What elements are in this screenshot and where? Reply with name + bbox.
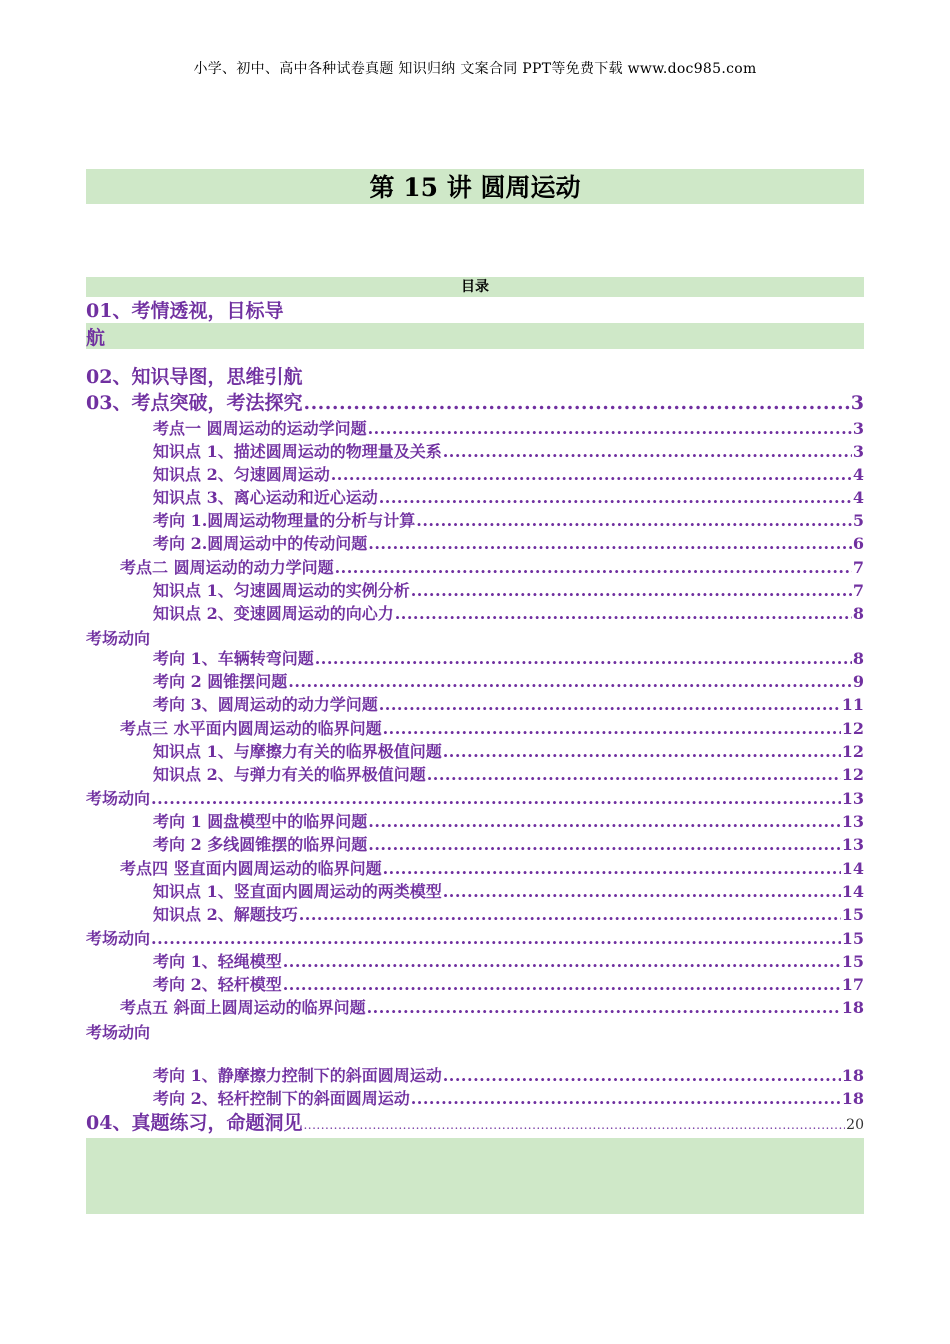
toc-entry-page: 8 — [852, 649, 864, 668]
toc-leader — [395, 603, 852, 625]
page-header: 小学、初中、高中各种试卷真题 知识归纳 文案合同 PPT等免费下载 www.doc985.com — [193, 61, 757, 77]
toc-entry-label: 知识点 2、解题技巧 — [153, 905, 298, 924]
toc-entry[interactable] — [153, 811, 864, 833]
toc-heading: 目录 — [86, 277, 864, 297]
toc-leader — [411, 1088, 841, 1110]
toc-leader — [315, 648, 852, 670]
toc-entry-page: 4 — [852, 465, 864, 484]
toc-entry-page: 14 — [841, 882, 864, 901]
toc-leader — [283, 951, 841, 973]
toc-entry[interactable] — [120, 997, 864, 1019]
toc-entry[interactable] — [153, 1088, 864, 1110]
toc-leader — [368, 834, 840, 856]
toc-entry-page: 5 — [852, 511, 864, 530]
toc-entry-label: 考点二 圆周运动的动力学问题 — [120, 558, 334, 577]
toc-entry[interactable] — [86, 392, 864, 414]
toc-entry-label: 考场动向 — [86, 929, 151, 948]
toc-entry-page: 7 — [852, 581, 864, 600]
toc-entry[interactable] — [153, 764, 864, 786]
toc-entry[interactable] — [153, 741, 864, 763]
toc-entry-page: 15 — [841, 905, 864, 924]
toc-leader — [443, 881, 841, 903]
toc-entry[interactable] — [153, 603, 864, 625]
toc-group-label[interactable]: 考场动向 — [86, 1023, 151, 1042]
toc-entry[interactable] — [120, 557, 864, 579]
toc-entry-page: 3 — [852, 419, 864, 438]
toc-entry-page: 14 — [841, 859, 864, 878]
toc-entry-label: 知识点 1、竖直面内圆周运动的两类模型 — [153, 882, 442, 901]
toc-leader — [288, 671, 852, 693]
toc-entry-page: 20 — [846, 1117, 864, 1133]
toc-leader — [368, 811, 840, 833]
toc-entry[interactable] — [153, 487, 864, 509]
toc-entry-page: 12 — [841, 765, 864, 784]
toc-entry-label: 考向 1 圆盘模型中的临界问题 — [153, 812, 368, 831]
toc-entry[interactable] — [153, 974, 864, 996]
toc-entry[interactable] — [153, 580, 864, 602]
toc-entry[interactable] — [120, 718, 864, 740]
toc-entry-page: 15 — [841, 952, 864, 971]
toc-entry-page: 13 — [841, 835, 864, 854]
toc-entry-label: 考向 2、轻杆模型 — [153, 975, 282, 994]
toc-entry-label: 考向 3、圆周运动的动力学问题 — [153, 695, 378, 714]
section-02[interactable]: 02、知识导图，思维引航 — [86, 366, 303, 388]
toc-leader — [331, 464, 852, 486]
toc-entry-page: 4 — [852, 488, 864, 507]
toc-entry-label: 考向 1、车辆转弯问题 — [153, 649, 314, 668]
toc-entry-label: 知识点 2、与弹力有关的临界极值问题 — [153, 765, 426, 784]
toc-entry[interactable] — [86, 1112, 864, 1136]
toc-entry-label: 考向 2、轻杆控制下的斜面圆周运动 — [153, 1089, 410, 1108]
toc-leader — [416, 510, 852, 532]
toc-entry[interactable] — [153, 510, 864, 532]
toc-entry-page: 18 — [841, 998, 864, 1017]
title-bar — [86, 169, 864, 204]
toc-entry[interactable] — [86, 928, 864, 950]
toc-entry[interactable] — [120, 858, 864, 880]
lecture-title: 第 15 讲 圆周运动 — [369, 173, 581, 202]
toc-entry[interactable] — [153, 904, 864, 926]
toc-entry-page: 7 — [852, 558, 864, 577]
toc-entry[interactable] — [153, 464, 864, 486]
toc-entry[interactable] — [153, 694, 864, 716]
toc-entry-label: 考向 2 多线圆锥摆的临界问题 — [153, 835, 368, 854]
toc-entry-label: 03、考点突破，考法探究 — [86, 392, 303, 414]
section-01-line2[interactable]: 航 — [86, 327, 106, 349]
toc-leader — [335, 557, 852, 579]
toc-leader — [383, 858, 841, 880]
toc-entry-label: 考向 2.圆周运动中的传动问题 — [153, 534, 368, 553]
toc-entry[interactable] — [153, 881, 864, 903]
toc-leader — [379, 694, 841, 716]
toc-entry-page: 17 — [841, 975, 864, 994]
toc-entry-label: 考向 1.圆周运动物理量的分析与计算 — [153, 511, 416, 530]
toc-entry-label: 考场动向 — [86, 789, 151, 808]
toc-entry-label: 知识点 3、离心运动和近心运动 — [153, 488, 378, 507]
section-01-line1[interactable]: 01、考情透视，目标导 — [86, 300, 284, 322]
toc-leader — [368, 418, 852, 440]
toc-entry-page: 11 — [841, 695, 864, 714]
toc-leader — [151, 788, 841, 810]
toc-entry-label: 04、真题练习，命题洞见 — [86, 1112, 303, 1134]
toc-leader — [443, 441, 852, 463]
toc-leader — [411, 580, 852, 602]
toc-entry-label: 知识点 2、变速圆周运动的向心力 — [153, 604, 394, 623]
toc-entry[interactable] — [153, 834, 864, 856]
toc-leader — [303, 392, 849, 414]
toc-group-label[interactable]: 考场动向 — [86, 629, 151, 648]
toc-leader — [367, 997, 841, 1019]
toc-entry[interactable] — [153, 951, 864, 973]
toc-entry-page: 18 — [841, 1089, 864, 1108]
toc-leader — [427, 764, 841, 786]
toc-entry-page: 13 — [841, 789, 864, 808]
toc-entry-label: 考点四 竖直面内圆周运动的临界问题 — [120, 859, 382, 878]
bottom-band — [86, 1138, 864, 1214]
toc-entry-label: 考向 1、轻绳模型 — [153, 952, 282, 971]
toc-entry[interactable] — [153, 533, 864, 555]
toc-leader — [283, 974, 841, 996]
toc-entry-page: 3 — [850, 392, 864, 414]
toc-entry[interactable] — [153, 671, 864, 693]
toc-leader — [303, 1114, 845, 1136]
toc-entry-label: 知识点 1、匀速圆周运动的实例分析 — [153, 581, 410, 600]
toc-entry-label: 知识点 1、描述圆周运动的物理量及关系 — [153, 442, 442, 461]
toc-entry-label: 考点三 水平面内圆周运动的临界问题 — [120, 719, 382, 738]
toc-leader — [368, 533, 852, 555]
toc-leader — [443, 741, 841, 763]
toc-entry-page: 12 — [841, 742, 864, 761]
toc-entry-page: 15 — [841, 929, 864, 948]
toc-entry-page: 8 — [852, 604, 864, 623]
toc-entry-page: 6 — [852, 534, 864, 553]
toc-leader — [151, 928, 841, 950]
toc-leader — [383, 718, 841, 740]
toc-entry-label: 考向 1、静摩擦力控制下的斜面圆周运动 — [153, 1066, 442, 1085]
toc-entry-page: 3 — [852, 442, 864, 461]
section-01-band — [86, 323, 864, 349]
toc-entry-page: 9 — [852, 672, 864, 691]
toc-entry-page: 13 — [841, 812, 864, 831]
toc-entry[interactable] — [86, 788, 864, 810]
toc-entry-page: 12 — [841, 719, 864, 738]
toc-entry-label: 考点一 圆周运动的运动学问题 — [153, 419, 367, 438]
toc-leader — [379, 487, 852, 509]
toc-entry[interactable] — [153, 1065, 864, 1087]
toc-entry-label: 考点五 斜面上圆周运动的临界问题 — [120, 998, 366, 1017]
toc-leader — [299, 904, 841, 926]
toc-entry-label: 考向 2 圆锥摆问题 — [153, 672, 288, 691]
toc-entry[interactable] — [153, 648, 864, 670]
toc-entry[interactable] — [153, 441, 864, 463]
toc-entry-label: 知识点 2、匀速圆周运动 — [153, 465, 330, 484]
toc-entry-label: 知识点 1、与摩擦力有关的临界极值问题 — [153, 742, 442, 761]
toc-leader — [443, 1065, 841, 1087]
toc-entry[interactable] — [153, 418, 864, 440]
toc-entry-page: 18 — [841, 1066, 864, 1085]
